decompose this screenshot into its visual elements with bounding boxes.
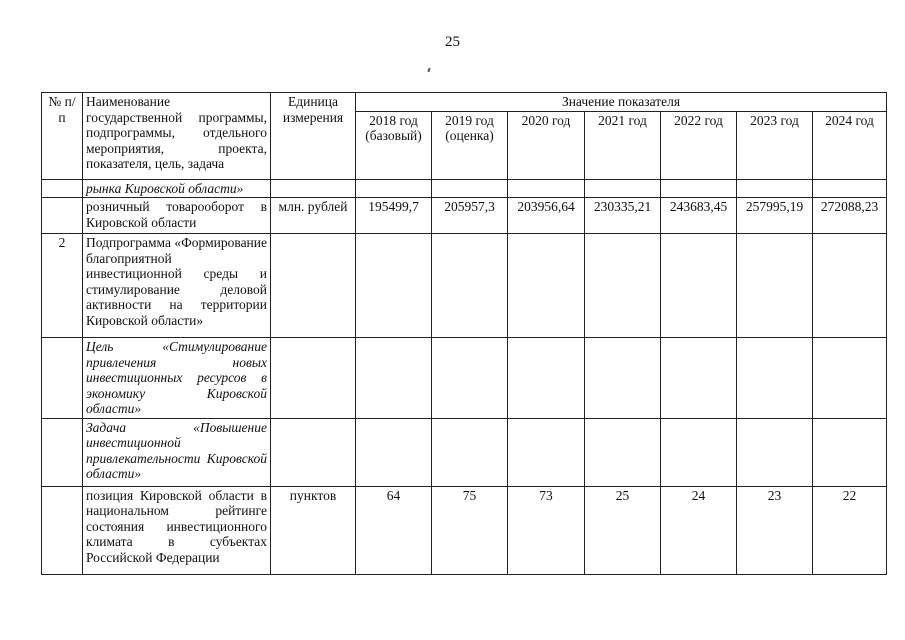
row-value xyxy=(356,338,432,419)
row-value xyxy=(737,338,813,419)
row-value xyxy=(737,179,813,198)
row-value xyxy=(585,338,661,419)
scan-speck xyxy=(427,68,430,72)
row-value xyxy=(585,234,661,338)
row-value xyxy=(508,418,585,486)
row-value: 230335,21 xyxy=(585,198,661,234)
indicator-table xyxy=(41,92,887,575)
row-value xyxy=(585,179,661,198)
row-unit: пунктов xyxy=(271,486,356,574)
row-value xyxy=(737,418,813,486)
row-value xyxy=(661,234,737,338)
table-row xyxy=(42,418,887,486)
header-year: 2021 год xyxy=(585,111,661,179)
header-year: 2022 год xyxy=(661,111,737,179)
row-name: позиция Кировской области в национальном рейтинге состояния инвестиционного климата в субъектах Российской Федерации xyxy=(83,486,271,574)
row-num xyxy=(42,418,83,486)
row-value xyxy=(432,418,508,486)
row-value xyxy=(508,179,585,198)
header-row-1 xyxy=(42,93,887,112)
row-unit xyxy=(271,418,356,486)
row-unit xyxy=(271,179,356,198)
row-num xyxy=(42,486,83,574)
row-value xyxy=(737,234,813,338)
row-value xyxy=(508,234,585,338)
table-row xyxy=(42,179,887,198)
header-value-group: Значение показателя xyxy=(356,93,887,112)
row-value: 257995,19 xyxy=(737,198,813,234)
row-value: 73 xyxy=(508,486,585,574)
row-num: 2 xyxy=(42,234,83,338)
row-name: Задача «Повышение инвестиционной привлекательности Кировской области» xyxy=(83,418,271,486)
row-value: 272088,23 xyxy=(813,198,887,234)
row-value xyxy=(432,338,508,419)
header-name: Наименование государственной программы, подпрограммы, отдельного мероприятия, проекта, показателя, цель, задача xyxy=(83,93,271,180)
row-value xyxy=(356,234,432,338)
row-value: 22 xyxy=(813,486,887,574)
row-num xyxy=(42,179,83,198)
row-value: 243683,45 xyxy=(661,198,737,234)
row-name: Цель «Стимулирование привлечения новых инвестиционных ресурсов в экономику Кировской области» xyxy=(83,338,271,419)
row-unit xyxy=(271,338,356,419)
row-value xyxy=(813,418,887,486)
header-year: 2024 год xyxy=(813,111,887,179)
row-value: 23 xyxy=(737,486,813,574)
table-row xyxy=(42,338,887,419)
row-value xyxy=(585,418,661,486)
table-row xyxy=(42,486,887,574)
table-row xyxy=(42,234,887,338)
header-year: 2019 год (оценка) xyxy=(432,111,508,179)
row-name: рынка Кировской области» xyxy=(83,179,271,198)
row-value xyxy=(813,234,887,338)
row-value xyxy=(432,179,508,198)
row-value: 195499,7 xyxy=(356,198,432,234)
row-value: 64 xyxy=(356,486,432,574)
row-unit: млн. рублей xyxy=(271,198,356,234)
row-value: 25 xyxy=(585,486,661,574)
row-value xyxy=(661,338,737,419)
row-name: Подпрограмма «Формирование благоприятной инвестиционной среды и стимулирование деловой активности на территории Кировской области» xyxy=(83,234,271,338)
row-value: 203956,64 xyxy=(508,198,585,234)
header-num: № п/п xyxy=(42,93,83,180)
row-value xyxy=(813,338,887,419)
row-value xyxy=(661,179,737,198)
row-value: 75 xyxy=(432,486,508,574)
header-year: 2023 год xyxy=(737,111,813,179)
row-value xyxy=(813,179,887,198)
row-value xyxy=(356,179,432,198)
header-unit: Единица измерения xyxy=(271,93,356,180)
table-row xyxy=(42,198,887,234)
row-value xyxy=(661,418,737,486)
row-value: 205957,3 xyxy=(432,198,508,234)
page-number: 25 xyxy=(445,34,460,50)
row-value xyxy=(356,418,432,486)
row-value xyxy=(508,338,585,419)
row-num xyxy=(42,198,83,234)
header-year: 2018 год (базовый) xyxy=(356,111,432,179)
row-value: 24 xyxy=(661,486,737,574)
row-unit xyxy=(271,234,356,338)
row-num xyxy=(42,338,83,419)
header-year: 2020 год xyxy=(508,111,585,179)
row-name: розничный товарооборот в Кировской области xyxy=(83,198,271,234)
row-value xyxy=(432,234,508,338)
